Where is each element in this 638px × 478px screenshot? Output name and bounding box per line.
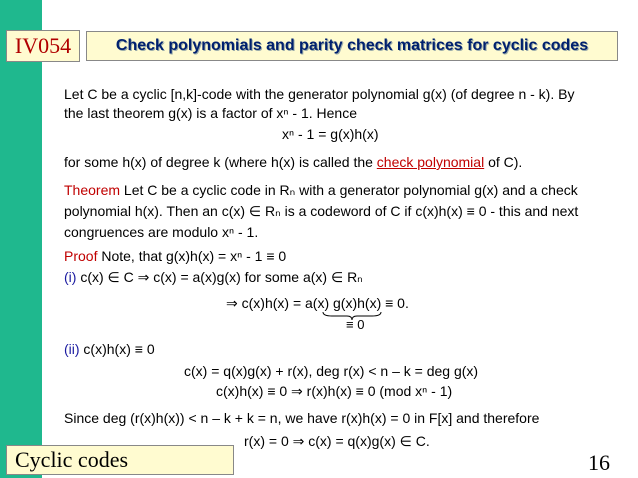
slide-title-box	[86, 31, 618, 61]
case-i-text1: c(x) ∈ C ⇒ c(x) = a(x)g(x) for some a(x) ∈ Rₙ	[76, 269, 363, 285]
equation-1: xⁿ - 1 = g(x)h(x)	[282, 126, 379, 142]
case-ii-line1	[64, 341, 155, 357]
case-ii-line3: c(x)h(x) ≡ 0 ⇒ r(x)h(x) ≡ 0 (mod xⁿ - 1)	[216, 383, 453, 399]
case-i-line2: ⇒ c(x)h(x) = a(x) g(x)h(x) ≡ 0.	[226, 295, 409, 311]
para2-post: of C).	[484, 154, 523, 170]
theorem-line1	[64, 182, 578, 199]
lecture-id-box	[6, 30, 80, 62]
proof-text1: Note, that g(x)h(x) = xⁿ - 1 ≡ 0	[97, 248, 287, 264]
case-ii-label: (ii)	[64, 341, 80, 357]
case-i-line3: ≡ 0	[346, 317, 365, 332]
theorem-line3: congruences are modulo xⁿ - 1.	[64, 224, 259, 240]
case-i-label: (i)	[64, 269, 77, 285]
page-number: 16	[588, 450, 610, 475]
proof-line1	[64, 248, 286, 264]
footer-section-box	[6, 445, 234, 475]
lecture-id: IV054	[14, 33, 72, 58]
footer-section: Cyclic codes	[15, 447, 129, 472]
proof-label: Proof	[64, 248, 98, 264]
since-line2: r(x) = 0 ⇒ c(x) = q(x)g(x) ∈ C.	[244, 433, 430, 449]
para2-pre: for some h(x) of degree k (where h(x) is called the	[64, 154, 377, 170]
theorem-label: Theorem	[64, 182, 121, 198]
para2	[64, 154, 522, 170]
since-line1: Since deg (r(x)h(x)) < n – k + k = n, we have r(x)h(x) = 0 in F[x] and therefore	[64, 410, 540, 426]
para1-line2: the last theorem g(x) is a factor of xⁿ - 1. Hence	[64, 105, 358, 121]
theorem-text1: Let C be a cyclic code in Rₙ with a generator polynomial g(x) and a check	[120, 182, 578, 198]
check-polynomial-link[interactable]: check polynomial	[376, 154, 485, 170]
case-ii-text1: c(x)h(x) ≡ 0	[79, 341, 155, 357]
case-i-line1	[64, 269, 363, 286]
theorem-line2: polynomial h(x). Then an c(x) ∈ Rₙ is a codeword of C if c(x)h(x) ≡ 0 - this and next	[64, 203, 579, 219]
left-band-gap	[42, 60, 50, 440]
case-ii-line2: c(x) = q(x)g(x) + r(x), deg r(x) < n – k = deg g(x)	[184, 363, 479, 379]
para1-line1: Let C be a cyclic [n,k]-code with the generator polynomial g(x) (of degree n - k). By	[64, 86, 575, 102]
slide-title: Check polynomials and parity check matrices for cyclic codes	[115, 37, 589, 54]
left-accent-band	[0, 0, 42, 478]
